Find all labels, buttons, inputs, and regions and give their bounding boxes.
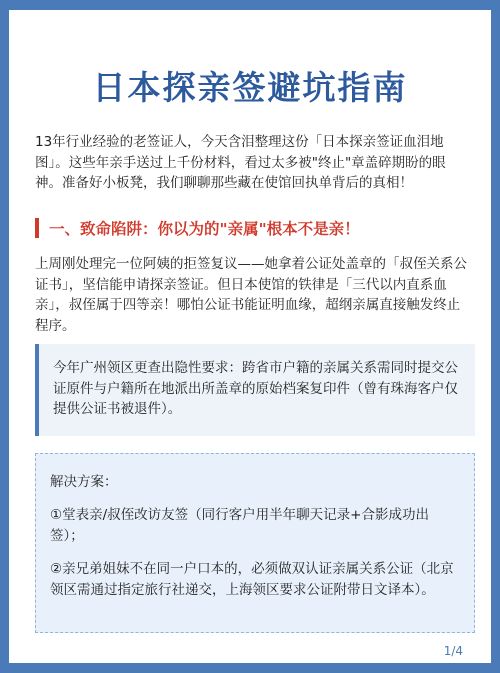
page-title: 日本探亲签避坑指南 bbox=[92, 68, 408, 107]
intro-paragraph: 13年行业经验的老签证人，今天含泪整理这份「日本探亲签证血泪地图」。这些年亲手送过上千份材料，看过太多被"终止"章盖碎期盼的眼神。准备好小板凳，我们聊聊那些藏在使馆回执单背后的真相！ bbox=[35, 134, 446, 191]
section-paragraph: 上周刚处理完一位阿姨的拒签复议——她拿着公证处盖章的「叔侄关系公证书」，坚信能申请探亲签证。但日本使馆的铁律是「三代以内直系血亲」，叔侄属于四等亲！哪怕公证书能证明血缘，超纲亲属直接触发终止程序。 bbox=[35, 256, 467, 334]
note-text: 今年广州领区更查出隐性要求：跨省市户籍的亲属关系需同时提交公证原件与户籍所在地派出所盖章的原始档案复印件（曾有珠海客户仅提供公证书被退件）。 bbox=[53, 360, 458, 417]
solution-item-2: ②亲兄弟姐妹不在同一户口本的，必须做双认证亲属关系公证（北京领区需通过指定旅行社递交，上海领区要求公证附带日文译本）。 bbox=[50, 561, 454, 598]
section-heading-text: 一、致命陷阱：你以为的"亲属"根本不是亲！ bbox=[49, 220, 360, 238]
note-box bbox=[35, 344, 475, 436]
solution-label: 解决方案： bbox=[50, 474, 118, 490]
solution-box bbox=[35, 453, 475, 633]
document-card bbox=[9, 10, 491, 663]
page-number: 1/4 bbox=[443, 644, 463, 658]
section-heading bbox=[35, 216, 469, 240]
heading-accent-bar bbox=[35, 218, 39, 238]
solution-item-1: ①堂表亲/叔侄改访友签（同行客户用半年聊天记录+合影成功出签）； bbox=[50, 507, 429, 544]
